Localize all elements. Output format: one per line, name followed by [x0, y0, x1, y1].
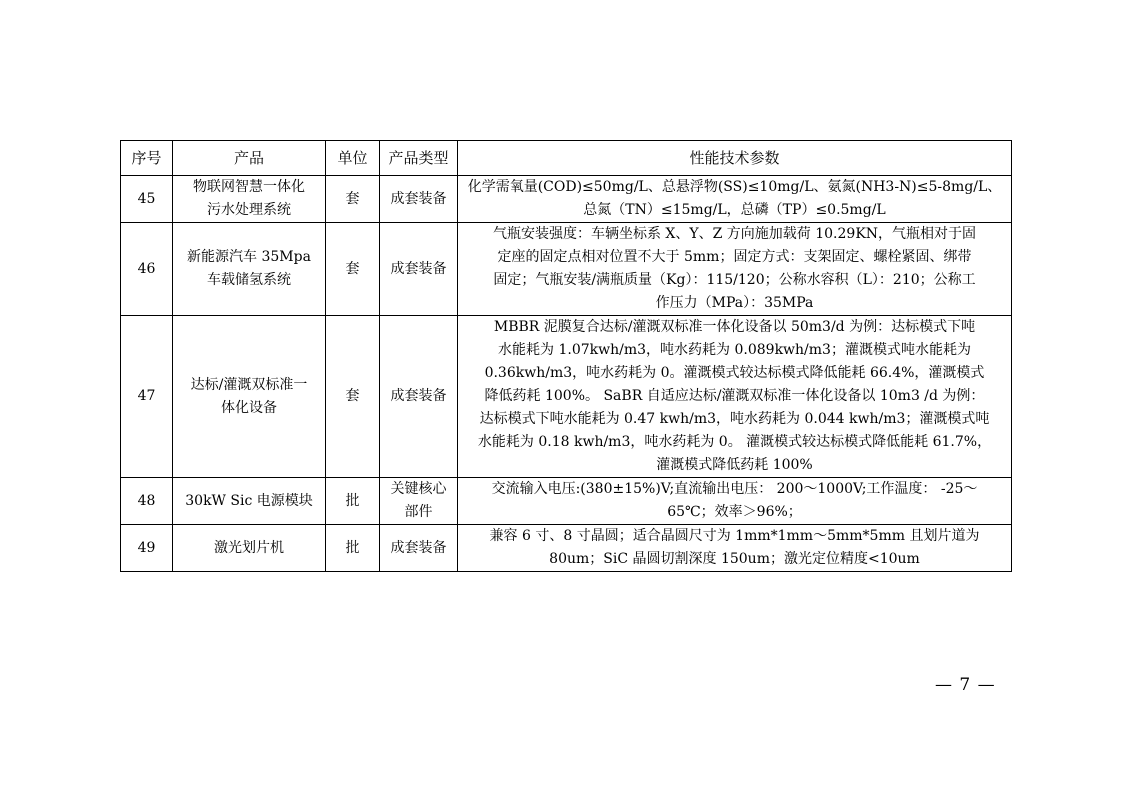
cell-index: 45 [121, 176, 173, 223]
cell-unit: 批 [326, 525, 380, 572]
header-params: 性能技术参数 [458, 141, 1012, 176]
param-line: 总氮（TN）≤15mg/L，总磷（TP）≤0.5mg/L [583, 202, 886, 218]
param-line: 兼容 6 寸、8 寸晶圆；适合晶圆尺寸为 1mm*1mm～5mm*5mm 且划片道为 [489, 528, 980, 544]
spec-table [120, 140, 1012, 572]
table-row [121, 223, 1012, 316]
param-line: 定座的固定点相对位置不大于 5mm；固定方式：支架固定、螺栓紧固、绑带 [497, 249, 972, 265]
cell-unit: 套 [326, 223, 380, 316]
header-type: 产品类型 [380, 141, 458, 176]
header-row [121, 141, 1012, 176]
param-line: 固定；气瓶安装/满瓶质量（Kg）：115/120；公称水容积（L）：210；公称工 [493, 272, 976, 288]
type-line: 成套装备 [390, 539, 447, 556]
param-line: 交流输入电压:(380±15%)V;直流输出电压： 200～1000V;工作温度： -25～ [491, 481, 978, 497]
product-line: 物联网智慧一体化 [193, 179, 305, 195]
cell-params [458, 176, 1012, 223]
cell-index: 49 [121, 525, 173, 572]
param-line: 65℃；效率＞96%； [667, 504, 802, 520]
product-line: 车载储氢系统 [207, 272, 291, 288]
cell-index: 48 [121, 478, 173, 525]
cell-unit: 批 [326, 478, 380, 525]
cell-type [380, 478, 458, 525]
product-line: 达标/灌溉双标准一 [190, 376, 308, 393]
header-unit: 单位 [326, 141, 380, 176]
type-line: 部件 [404, 504, 433, 520]
cell-product [173, 478, 326, 525]
param-line: 水能耗为 0.18 kwh/m3，吨水药耗为 0。 灌溉模式较达标模式降低能耗 61.7%， [477, 434, 992, 450]
cell-params [458, 316, 1012, 478]
cell-product [173, 176, 326, 223]
cell-type [380, 176, 458, 223]
param-line: 0.36kwh/m3，吨水药耗为 0。灌溉模式较达标模式降低能耗 66.4%，灌溉模式 [484, 365, 985, 381]
cell-params [458, 525, 1012, 572]
table-row [121, 316, 1012, 478]
type-line: 成套装备 [390, 260, 447, 277]
table-body [121, 176, 1012, 572]
cell-product [173, 223, 326, 316]
table-row [121, 176, 1012, 223]
param-line: 灌溉模式降低药耗 100% [656, 457, 813, 473]
param-line: 作压力（MPa）：35MPa [655, 295, 814, 311]
cell-type [380, 316, 458, 478]
type-line: 成套装备 [390, 388, 447, 404]
table-row [121, 478, 1012, 525]
cell-unit: 套 [326, 176, 380, 223]
table-row [121, 525, 1012, 572]
param-line: 化学需氧量(COD)≤50mg/L、总悬浮物(SS)≤10mg/L、氨氮(NH3-N)≤5-8mg/L、 [467, 179, 1002, 195]
type-line: 成套装备 [390, 190, 447, 207]
product-line: 污水处理系统 [207, 202, 291, 218]
product-line: 激光划片机 [214, 539, 284, 556]
cell-product [173, 316, 326, 478]
cell-params [458, 478, 1012, 525]
product-line: 体化设备 [221, 399, 277, 416]
product-line: 新能源汽车 35Mpa [187, 249, 311, 265]
cell-type [380, 223, 458, 316]
cell-product [173, 525, 326, 572]
cell-type [380, 525, 458, 572]
type-line: 关键核心 [390, 481, 447, 497]
page-number: — 7 — [935, 675, 996, 695]
cell-params [458, 223, 1012, 316]
cell-index: 47 [121, 316, 173, 478]
product-line: 30kW Sic 电源模块 [185, 492, 313, 509]
header-index: 序号 [121, 141, 173, 176]
param-line: MBBR 泥膜复合达标/灌溉双标准一体化设备以 50m3/d 为例：达标模式下吨 [493, 319, 976, 335]
param-line: 降低药耗 100%。 SaBR 自适应达标/灌溉双标准一体化设备以 10m3 /d 为例： [484, 388, 985, 404]
param-line: 80um；SiC 晶圆切割深度 150um；激光定位精度<10um [549, 551, 920, 567]
param-line: 达标模式下吨水能耗为 0.47 kwh/m3，吨水药耗为 0.044 kwh/m3；灌溉模式吨 [479, 411, 990, 427]
cell-index: 46 [121, 223, 173, 316]
cell-unit: 套 [326, 316, 380, 478]
param-line: 水能耗为 1.07kwh/m3，吨水药耗为 0.089kwh/m3；灌溉模式吨水能耗为 [498, 342, 971, 358]
header-product: 产品 [173, 141, 326, 176]
param-line: 气瓶安装强度：车辆坐标系 X、Y、Z 方向施加载荷 10.29KN，气瓶相对于固 [492, 226, 977, 242]
